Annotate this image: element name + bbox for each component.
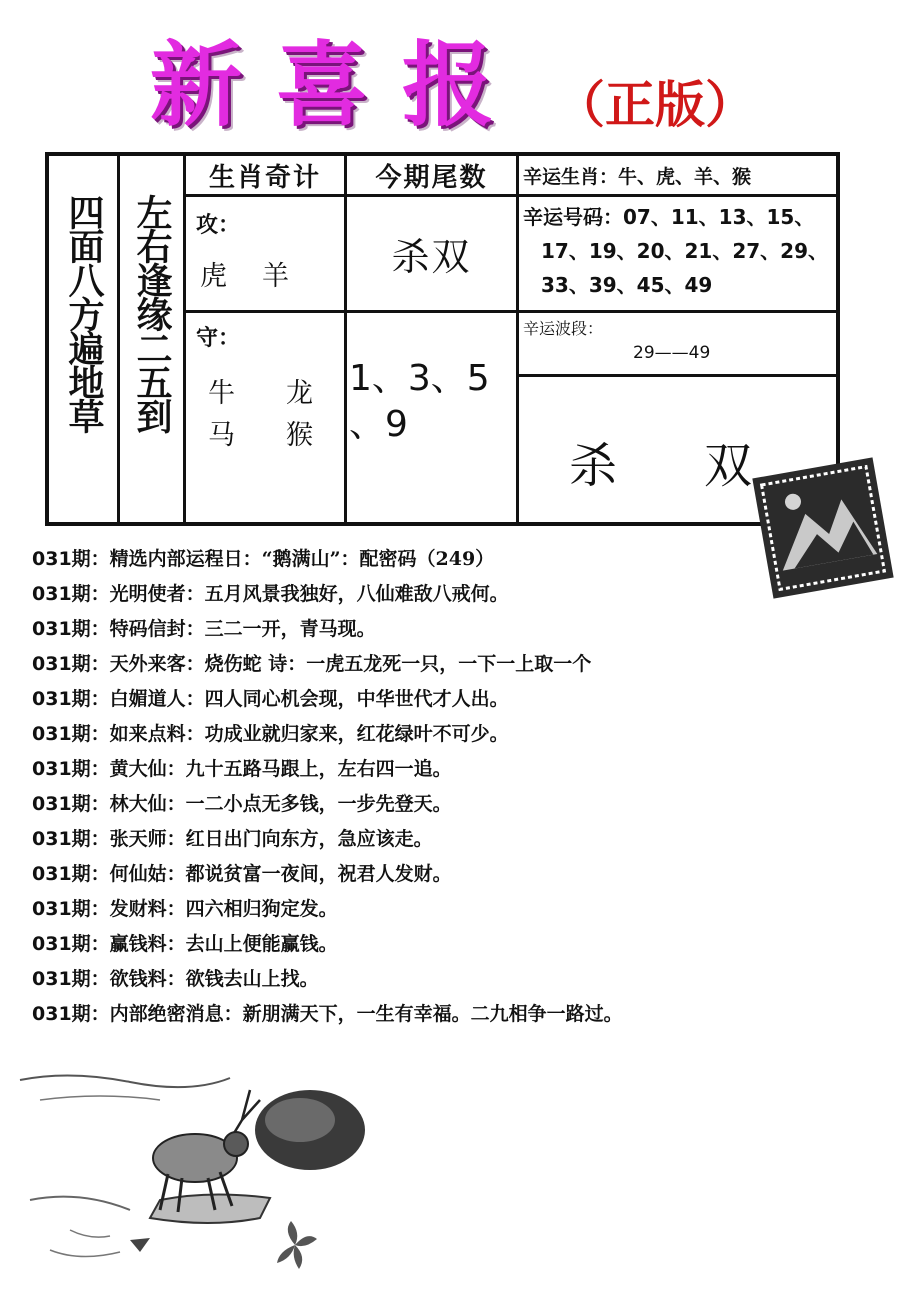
list-item [32, 647, 832, 682]
edition-label: （正版） [555, 76, 755, 134]
line-text: 欲钱料：欲钱去山上找。 [109, 968, 319, 990]
issue-label: 031期： [32, 898, 110, 920]
list-item [32, 682, 832, 717]
info-table [45, 152, 840, 526]
line-text: 光明使者：五月风景我独好，八仙难敌八戒何。 [109, 583, 509, 605]
issue-label: 031期： [32, 583, 110, 605]
line-text: 天外来客：烧伤蛇 诗：一虎五龙死一只，一下一上取一个 [109, 653, 592, 675]
issue-label: 031期： [32, 723, 110, 745]
line-text: 赢钱料：去山上便能赢钱。 [109, 933, 338, 955]
line-text: 张天师：红日出门向东方，急应该走。 [109, 828, 433, 850]
lucky-range-label: 辛运波段： [523, 319, 604, 338]
lucky-range-cell [523, 316, 843, 372]
header-tail-number: 今期尾数 [375, 162, 488, 193]
line-text: 黄大仙：九十五路马跟上，左右四一追。 [109, 758, 452, 780]
attack-zodiac-2: 羊 [262, 261, 289, 292]
side-slogan-2: 左右逢缘二五到 [131, 194, 172, 432]
tail-numbers-cell [349, 356, 516, 476]
list-item [32, 752, 832, 787]
deer-illustration [10, 1040, 370, 1290]
prediction-list [32, 542, 832, 1032]
issue-label: 031期： [32, 793, 110, 815]
attack-label: 攻： [196, 213, 241, 238]
defend-cell [186, 313, 344, 526]
attack-cell [186, 196, 344, 310]
list-item [32, 857, 832, 892]
issue-label: 031期： [32, 1003, 110, 1025]
lucky-numbers-cell [523, 200, 843, 310]
page-title: 新喜报 [150, 31, 529, 139]
issue-label: 031期： [32, 548, 110, 570]
lucky-numbers-line-3: 33、39、45、49 [541, 273, 713, 297]
kill-char-2: 双 [704, 438, 753, 494]
list-item [32, 997, 832, 1032]
list-item [32, 542, 832, 577]
list-item [32, 787, 832, 822]
attack-zodiac-1: 虎 [200, 261, 227, 292]
header-lucky-zodiac: 辛运生肖：牛、虎、羊、猴 [523, 165, 752, 188]
issue-label: 031期： [32, 758, 110, 780]
list-item [32, 717, 832, 752]
line-text: 内部绝密消息：新朋满天下，一生有幸福。二九相争一路过。 [109, 1003, 623, 1025]
issue-label: 031期： [32, 688, 110, 710]
defend-zodiac-3: 马 [208, 420, 235, 451]
kill-char-1: 杀 [569, 438, 618, 494]
line-text: 白媚道人：四人同心机会现，中华世代才人出。 [109, 688, 509, 710]
tail-numbers-line-2: 、9 [349, 404, 408, 445]
issue-label: 031期： [32, 828, 110, 850]
tail-kill: 杀双 [391, 234, 472, 279]
defend-label: 守： [196, 326, 241, 351]
list-item [32, 892, 832, 927]
issue-label: 031期： [32, 653, 110, 675]
masthead [140, 30, 760, 140]
line-text: 精选内部运程日：“鹅满山”：配密码（249） [109, 548, 495, 570]
line-text: 特码信封：三二一开，青马现。 [109, 618, 376, 640]
issue-label: 031期： [32, 968, 110, 990]
line-text: 发财料：四六相归狗定发。 [109, 898, 338, 920]
tail-numbers-line-1: 1、3、5 [349, 358, 490, 399]
defend-zodiac-4: 猴 [286, 420, 313, 451]
line-text: 何仙姑：都说贫富一夜间，祝君人发财。 [109, 863, 452, 885]
issue-label: 031期： [32, 933, 110, 955]
defend-zodiac-1: 牛 [208, 378, 235, 409]
list-item [32, 612, 832, 647]
lucky-numbers-line-1: 07、11、13、15、 [623, 205, 815, 229]
list-item [32, 577, 832, 612]
line-text: 如来点料：功成业就归家来，红花绿叶不可少。 [109, 723, 509, 745]
lucky-numbers-label: 辛运号码： [523, 205, 623, 229]
header-zodiac-plan: 生肖奇计 [208, 162, 321, 193]
lucky-range-value: 29——49 [633, 343, 711, 363]
line-text: 林大仙：一二小点无多钱，一步先登天。 [109, 793, 452, 815]
list-item [32, 962, 832, 997]
defend-zodiac-2: 龙 [286, 378, 313, 409]
divider [117, 156, 120, 522]
list-item [32, 822, 832, 857]
lucky-numbers-line-2: 17、19、20、21、27、29、 [541, 239, 828, 263]
issue-label: 031期： [32, 618, 110, 640]
list-item [32, 927, 832, 962]
issue-label: 031期： [32, 863, 110, 885]
side-slogan-1: 四面八方遍地草 [63, 194, 104, 432]
